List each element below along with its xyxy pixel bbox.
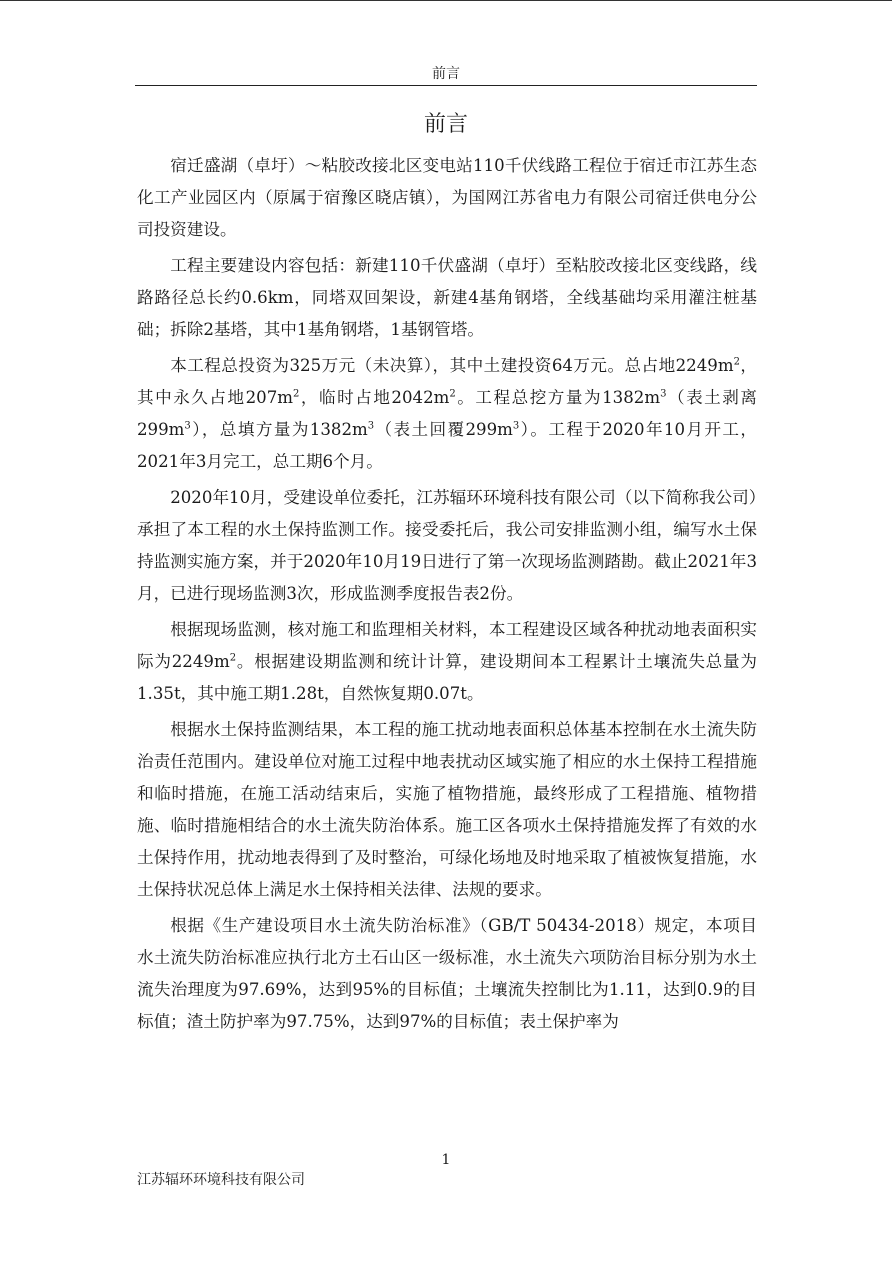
- page-title: 前言: [423, 112, 468, 137]
- paragraph-3: [137, 350, 757, 478]
- paragraph-5: [137, 614, 757, 710]
- superscript-2: 2: [229, 652, 237, 664]
- header-divider: [135, 85, 757, 86]
- p3-text-b: ，其中永久占地207m: [137, 356, 758, 407]
- superscript-3: 3: [660, 388, 667, 400]
- running-header: 前言: [432, 66, 460, 82]
- paragraph-1: 宿迁盛湖（卓圩）～粘胶改接北区变电站110千伏线路工程位于宿迁市江苏生态化工产业园区内（原属于宿豫区晓店镇），为国网江苏省电力有限公司宿迁供电分公司投资建设。: [137, 156, 757, 239]
- p3-text-c: ，临时占地2042m: [299, 388, 450, 407]
- paragraph-7: 根据《生产建设项目水土流失防治标准》（GB/T 50434-2018）规定，本项目水土流失防治标准应执行北方土石山区一级标准，水土流失六项防治目标分别为水土流失治理度为97.69%，达到95%的目标值；土壤流失控制比为1.11，达到0.9的目标值；渣土防护率为97.75%，达到97%的目标值；表土保护率为: [137, 916, 757, 1031]
- p3-text-h: ）。工程于2020年10月开工，2021年3月完工，总工期6个月。: [137, 420, 757, 471]
- p3-text-a: 本工程总投资为325万元（未决算），其中土建投资64万元。总占地2249m: [170, 356, 734, 375]
- superscript-3: 3: [512, 420, 520, 432]
- p3-text-g: （表土回覆299m: [374, 420, 513, 439]
- page-number: 1: [441, 1152, 451, 1168]
- p5-text-a: 根据现场监测，核对施工和监理相关材料，本工程建设区域各种扰动地表面积实际为2249m: [137, 620, 757, 671]
- paragraph-2: 工程主要建设内容包括：新建110千伏盛湖（卓圩）至粘胶改接北区变线路，线路路径总长约0.6km，同塔双回架设，新建4基角钢塔，全线基础均采用灌注桩基础；拆除2基塔，其中1基角钢塔，1基钢管塔。: [137, 256, 757, 339]
- paragraph-6: 根据水土保持监测结果，本工程的施工扰动地表面积总体基本控制在水土流失防治责任范围内。建设单位对施工过程中地表扰动区域实施了相应的水土保持工程措施和临时措施，在施工活动结束后，实施了植物措施，最终形成了工程措施、植物措施、临时措施相结合的水土流失防治体系。施工区各项水土保持措施发挥了有效的水土保持作用，扰动地表得到了及时整治，可绿化场地及时地采取了植被恢复措施，水土保持状况总体上满足水土保持相关法律、法规的要求。: [137, 720, 757, 899]
- p3-text-f: ），总填方量为1382m: [190, 420, 368, 439]
- superscript-3: 3: [367, 420, 375, 432]
- p3-text-e: （表土剥离299m: [137, 388, 757, 439]
- p5-text-b: 。根据建设期监测和统计计算，建设期间本工程累计土壤流失总量为1.35t，其中施工期1.28t，自然恢复期0.07t。: [137, 652, 758, 703]
- superscript-2: 2: [733, 356, 740, 368]
- footer-company-name: 江苏辐环环境科技有限公司: [137, 1172, 305, 1188]
- superscript-2: 2: [293, 388, 300, 400]
- p3-text-d: 。工程总挖方量为1382m: [455, 388, 661, 407]
- superscript-3: 3: [184, 420, 191, 432]
- body-content: [137, 150, 757, 1042]
- paragraph-4: 2020年10月，受建设单位委托，江苏辐环环境科技有限公司（以下简称我公司）承担了本工程的水土保持监测工作。接受委托后，我公司安排监测小组，编写水土保持监测实施方案，并于2020年10月19日进行了第一次现场监测踏勘。截止2021年3月，已进行现场监测3次，形成监测季度报告表2份。: [137, 488, 757, 603]
- page-top-border: [0, 0, 892, 1]
- superscript-2: 2: [449, 388, 456, 400]
